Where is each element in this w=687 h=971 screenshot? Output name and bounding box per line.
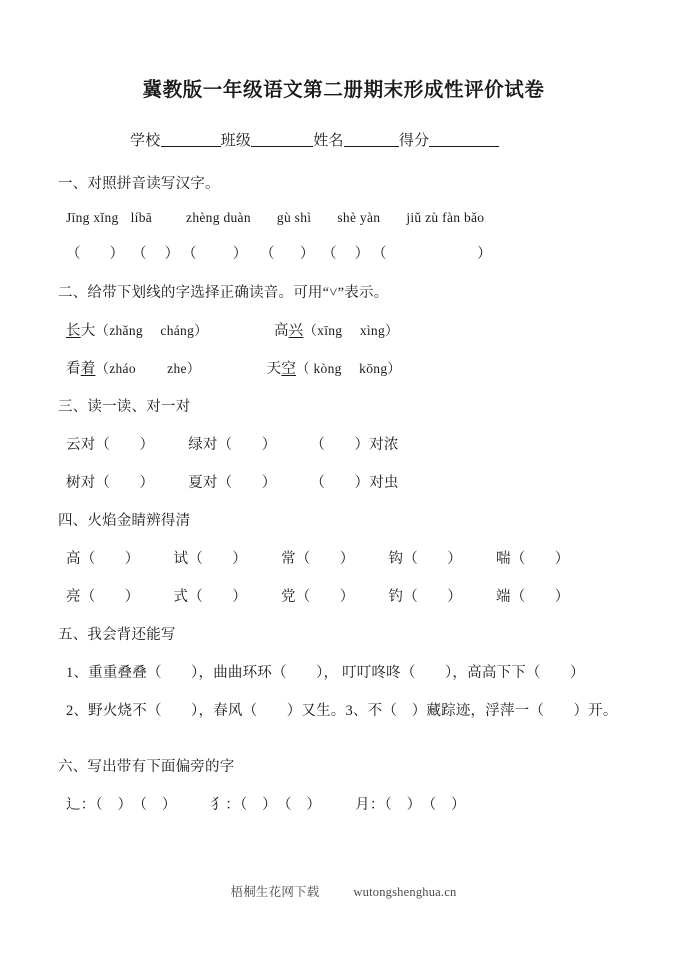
section-2-row-1 — [58, 319, 629, 340]
char-cell-8[interactable]: 党（ ） — [281, 589, 355, 606]
section-heading-3: 三、读一读、对一对 — [58, 399, 191, 416]
score-label: 得分 — [398, 133, 430, 150]
section-heading-4: 四、火焰金睛辨得清 — [58, 513, 191, 530]
char-cell-2[interactable]: 试（ ） — [173, 551, 247, 568]
class-input-blank[interactable] — [251, 132, 313, 147]
char-cell-4[interactable]: 钩（ ） — [388, 551, 462, 568]
radical-colon-1: ： — [80, 796, 96, 813]
char-cell-5[interactable]: 喘（ ） — [496, 551, 570, 568]
reading-choices-2: （xīng xìng） — [303, 323, 399, 339]
recite-line-2[interactable]: 2、野火烧不（ ），春风（ ）又生。3、不（ ）藏踪迹，浮萍一（ ）开。 — [66, 703, 618, 720]
section-heading-1: 一、对照拼音读写汉字。 — [58, 176, 220, 193]
class-label: 班级 — [220, 133, 252, 150]
name-label: 姓名 — [313, 133, 344, 150]
pinyin-group-5: shè yàn — [337, 210, 381, 226]
underlined-char-2: 兴 — [288, 323, 304, 340]
answer-paren-6[interactable]: （ ） — [372, 246, 492, 263]
pairing-cell-4[interactable]: 树对（ ） — [66, 475, 155, 492]
underlined-char-1: 长 — [66, 323, 81, 340]
section-4-row-1 — [58, 547, 629, 568]
reading-choice-item-4[interactable] — [267, 357, 402, 378]
word-head-3: 看 — [66, 361, 81, 378]
radical-group-2[interactable] — [211, 793, 322, 814]
section-6-row — [58, 793, 629, 814]
pairing-cell-2[interactable]: 绿对（ ） — [188, 437, 277, 454]
pinyin-prompt-row — [58, 210, 629, 226]
reading-choice-item-3[interactable] — [66, 357, 201, 378]
char-cell-10[interactable]: 端（ ） — [496, 589, 570, 606]
pinyin-group-2: líbā — [130, 210, 153, 226]
reading-choices-1: （zhǎng cháng） — [95, 323, 208, 339]
reading-choices-3: （zháo zhe） — [95, 361, 201, 377]
radical-colon-2: ： — [225, 796, 240, 813]
radical-group-1[interactable] — [66, 793, 177, 814]
student-info-line — [58, 129, 629, 150]
radical-blanks-2: （ ） （ ） — [239, 796, 322, 813]
page-title: 冀教版一年级语文第二册期末形成性评价试卷 — [142, 80, 545, 101]
pinyin-group-3: zhèng duàn — [186, 210, 251, 226]
score-input-blank[interactable] — [429, 132, 499, 147]
word-tail-1: 大 — [80, 323, 96, 340]
char-cell-9[interactable]: 钓（ ） — [388, 589, 462, 606]
recite-line-1[interactable]: 1、重重叠叠（ ），曲曲环环（ ）， 叮叮咚咚（ ），高高下下（ ） — [66, 665, 585, 682]
underlined-char-3: 着 — [80, 361, 96, 378]
radical-blanks-3: （ ） （ ） — [384, 796, 466, 813]
char-cell-6[interactable]: 亮（ ） — [66, 589, 140, 606]
word-head-4: 天 — [266, 361, 282, 378]
pinyin-group-6: jiǔ zù fàn bǎo — [406, 210, 485, 226]
radical-blanks-1: （ ） （ ） — [95, 796, 177, 813]
reading-choice-item-1[interactable] — [66, 319, 208, 340]
radical-group-3[interactable] — [355, 793, 466, 814]
school-label: 学校 — [130, 133, 161, 150]
footer-source-label: 梧桐生花网下载 — [230, 885, 320, 899]
pairing-cell-1[interactable]: 云对（ ） — [66, 437, 155, 454]
section-heading-6: 六、写出带有下面偏旁的字 — [58, 758, 235, 775]
section-2-row-2 — [58, 357, 629, 378]
pairing-cell-5[interactable]: 夏对（ ） — [188, 475, 277, 492]
word-head-2: 高 — [273, 323, 289, 340]
answer-paren-4[interactable]: （ ） — [260, 246, 315, 263]
reading-choice-item-2[interactable] — [274, 319, 399, 340]
pairing-cell-3[interactable]: （ ）对浓 — [310, 437, 399, 454]
answer-paren-3[interactable]: （ ） — [182, 246, 248, 263]
footer-site-url: wutongshenghua.cn — [353, 885, 457, 899]
footer — [0, 882, 687, 900]
section-heading-2: 二、给带下划线的字选择正确读音。可用“˅”表示。 — [58, 285, 389, 302]
name-input-blank[interactable] — [344, 132, 399, 147]
school-input-blank[interactable] — [161, 132, 221, 147]
section-4-row-2 — [58, 585, 629, 606]
radical-char-2: 犭 — [210, 796, 226, 813]
section-3-row-1 — [58, 433, 629, 454]
section-heading-5: 五、我会背还能写 — [58, 627, 176, 644]
pinyin-group-4: gù shì — [276, 210, 312, 226]
radical-colon-3: ： — [369, 796, 385, 813]
answer-paren-1[interactable]: （ ） — [66, 246, 124, 263]
char-cell-3[interactable]: 常（ ） — [281, 551, 355, 568]
answer-paren-5[interactable]: （ ） — [322, 246, 370, 263]
reading-choices-4: （ kòng kōng） — [296, 361, 402, 377]
pinyin-group-1: Jīng xǐng — [66, 210, 119, 226]
section-1-answer-row — [58, 242, 629, 263]
radical-char-3: 月 — [355, 796, 370, 813]
char-cell-7[interactable]: 式（ ） — [173, 589, 247, 606]
section-3-row-2 — [58, 471, 629, 492]
radical-char-1: 辶 — [66, 796, 81, 813]
pairing-cell-6[interactable]: （ ）对虫 — [310, 475, 399, 492]
char-cell-1[interactable]: 高（ ） — [66, 551, 140, 568]
answer-paren-2[interactable]: （ ） — [132, 246, 180, 263]
underlined-char-4: 空 — [281, 361, 297, 378]
